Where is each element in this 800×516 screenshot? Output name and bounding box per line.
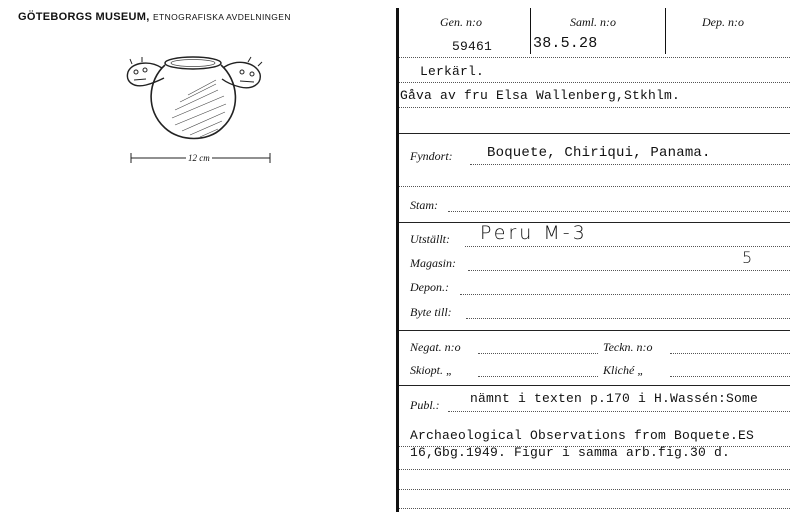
scale-label: 12 cm bbox=[188, 153, 210, 163]
rule-publ-3 bbox=[399, 469, 790, 470]
museum-header bbox=[18, 11, 291, 23]
rule-publ-1 bbox=[448, 411, 790, 412]
rule-publ-5 bbox=[399, 508, 790, 509]
rule-stam bbox=[448, 211, 790, 212]
rule-teckn bbox=[670, 353, 790, 354]
gen-value: 59461 bbox=[452, 39, 493, 54]
utstallt-label: Utställt: bbox=[410, 232, 451, 246]
object-title: Lerkärl. bbox=[420, 64, 485, 79]
fyndort-value: Boquete, Chiriqui, Panama. bbox=[487, 145, 711, 161]
rule-depon bbox=[460, 294, 790, 295]
byte-label: Byte till: bbox=[410, 305, 452, 319]
rule-magasin bbox=[468, 270, 790, 271]
saml-value: 38.5.28 bbox=[533, 35, 598, 52]
negat-label: Negat. n:o bbox=[410, 340, 461, 354]
card-left-border bbox=[396, 8, 399, 512]
skiopt-label: Skiopt. „ bbox=[410, 363, 453, 377]
rule-fyndort-2 bbox=[399, 186, 790, 187]
rule-negat bbox=[478, 353, 598, 354]
rule-header bbox=[399, 57, 790, 58]
museum-name: GÖTEBORGS MUSEUM, bbox=[18, 11, 150, 23]
header-divider-2 bbox=[665, 8, 666, 54]
dep-label: Dep. n:o bbox=[702, 15, 744, 29]
magasin-value: 5 bbox=[742, 248, 753, 267]
rule-byte bbox=[466, 318, 790, 319]
kliche-label: Kliché „ bbox=[603, 363, 644, 377]
publ-label: Publ.: bbox=[410, 398, 440, 412]
rule-kliche bbox=[670, 376, 790, 377]
donor-text: Gåva av fru Elsa Wallenberg,Stkhlm. bbox=[400, 88, 681, 103]
rule-section-2 bbox=[399, 222, 790, 223]
publ-line-3: 16,Gbg.1949. Figur i samma arb.fig.30 d. bbox=[410, 445, 731, 460]
rule-publ-4 bbox=[399, 489, 790, 490]
depon-label: Depon.: bbox=[410, 280, 449, 294]
header-divider-1 bbox=[530, 8, 531, 54]
saml-label: Saml. n:o bbox=[570, 15, 616, 29]
rule-fyndort bbox=[470, 164, 790, 165]
utstallt-value: Peru M-3 bbox=[480, 222, 588, 244]
department-name: ETNOGRAFISKA AVDELNINGEN bbox=[152, 12, 291, 22]
gen-label: Gen. n:o bbox=[440, 15, 482, 29]
rule-section-3 bbox=[399, 330, 790, 331]
teckn-label: Teckn. n:o bbox=[603, 340, 653, 354]
publ-line-1: nämnt i texten p.170 i H.Wassén:Some bbox=[470, 391, 759, 406]
rule-skiopt bbox=[478, 376, 598, 377]
stam-label: Stam: bbox=[410, 198, 438, 212]
rule-section-4 bbox=[399, 385, 790, 386]
rule-utstallt bbox=[465, 246, 790, 247]
rule-section-1 bbox=[399, 133, 790, 134]
fyndort-label: Fyndort: bbox=[410, 149, 453, 163]
clay-vessel-sketch-icon bbox=[120, 50, 280, 170]
magasin-label: Magasin: bbox=[410, 256, 456, 270]
rule-donor bbox=[399, 107, 790, 108]
rule-title bbox=[399, 82, 790, 83]
publ-line-2: Archaeological Observations from Boquete.ES bbox=[410, 428, 755, 443]
